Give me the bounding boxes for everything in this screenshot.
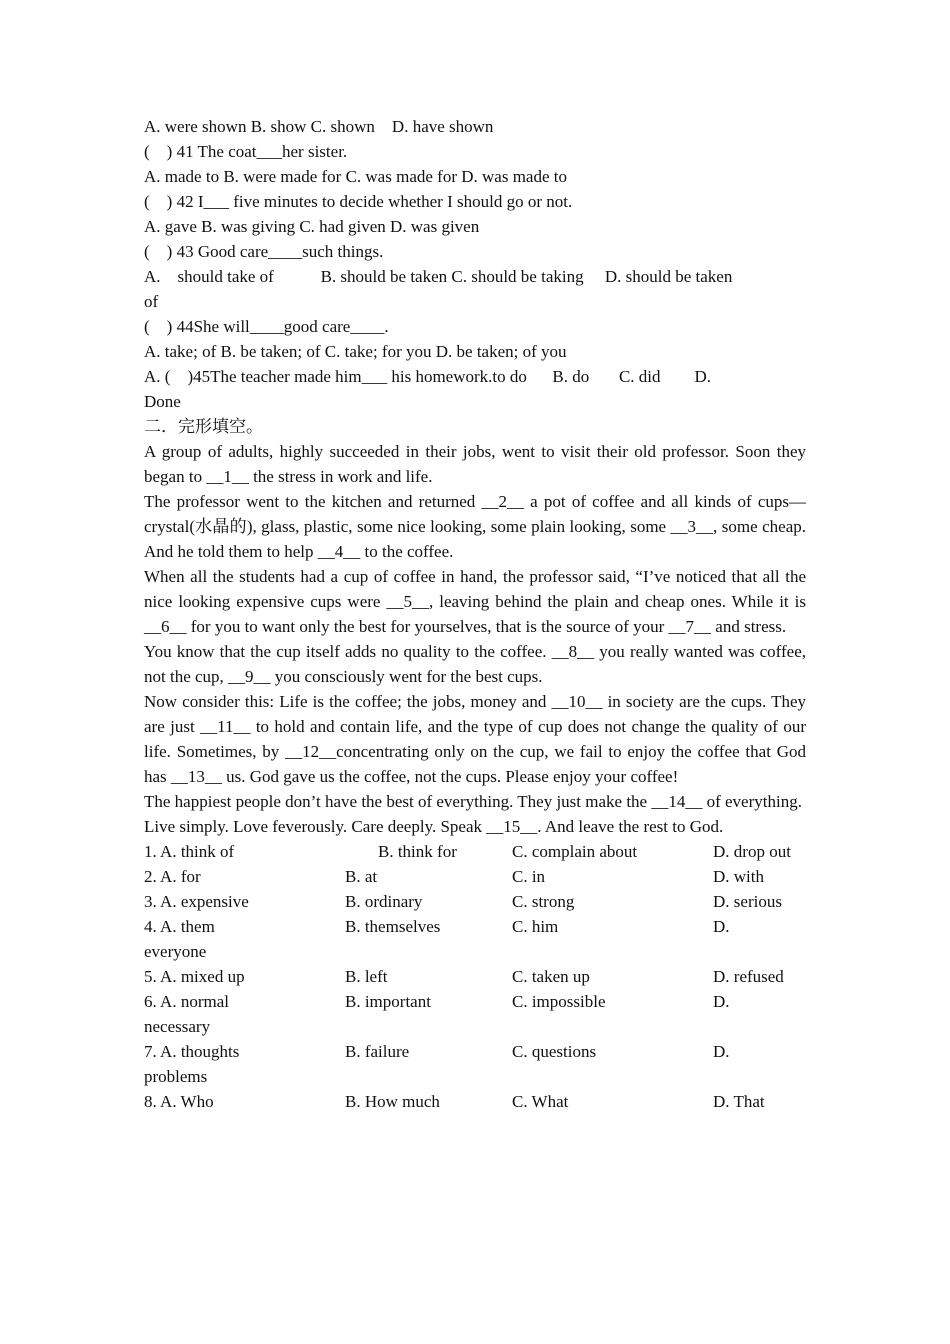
option-d: D. refused	[713, 967, 784, 986]
option-row	[144, 914, 806, 939]
option-d: D. That	[713, 1092, 765, 1111]
passage-paragraph: Now consider this: Life is the coffee; the jobs, money and __10__ in society are the cups. They are just __11__ to hold and contain life, and the type of cup does not change the quality of our life. Sometimes, by __12__concentrating only on the cup, we fail to enjoy the coffee that God has __13__ us. God gave us the coffee, not the cups. Please enjoy your coffee!	[144, 692, 806, 786]
question-line: A. made to B. were made for C. was made for D. was made to	[144, 167, 567, 186]
option-row	[144, 1089, 806, 1114]
option-c: C. complain about	[512, 842, 638, 861]
option-b: B. themselves	[345, 917, 441, 936]
question-line: of	[144, 292, 159, 311]
option-d: D. serious	[713, 892, 782, 911]
option-d: D.	[713, 992, 730, 1011]
passage-paragraph: The happiest people don’t have the best of everything. They just make the __14__ of everything.	[144, 792, 802, 811]
option-b: B. failure	[345, 1042, 410, 1061]
question-line: A. were shown B. show C. shown D. have shown	[144, 117, 494, 136]
option-d: D. with	[713, 867, 764, 886]
document-content	[144, 114, 806, 1114]
option-d: D.	[713, 917, 730, 936]
question-line: Done	[144, 392, 181, 411]
option-b: B. left	[345, 967, 388, 986]
option-c: C. questions	[512, 1042, 597, 1061]
option-row	[144, 1039, 806, 1064]
passage-paragraph: You know that the cup itself adds no quality to the coffee. __8__ you really wanted was coffee, not the cup, __9__ you consciously went for the best cups.	[144, 642, 806, 686]
question-line: ( ) 44She will____good care____.	[144, 317, 389, 336]
option-row	[144, 839, 806, 864]
option-row	[144, 989, 806, 1014]
option-b: B. think for	[378, 842, 457, 861]
option-wrap: everyone	[144, 942, 207, 961]
option-c: C. impossible	[512, 992, 606, 1011]
option-a: 2. A. for	[144, 867, 201, 886]
option-wrap: problems	[144, 1067, 208, 1086]
section-title: 二．完形填空。	[144, 417, 263, 436]
option-b: B. ordinary	[345, 892, 423, 911]
option-d: D. drop out	[713, 842, 791, 861]
question-line: A. should take of B. should be taken C. should be taking D. should be taken	[144, 267, 733, 286]
passage-paragraph: The professor went to the kitchen and returned __2__ a pot of coffee and all kinds of cups—crystal(水晶的), glass, plastic, some nice looking, some plain looking, some __3__, some cheap. And he told them to help __4__ to the coffee.	[144, 492, 806, 561]
option-a: 4. A. them	[144, 917, 215, 936]
question-line: A. take; of B. be taken; of C. take; for you D. be taken; of you	[144, 342, 567, 361]
question-line: A. ( )45The teacher made him___ his homework.to do B. do C. did D.	[144, 367, 712, 386]
options-table	[144, 839, 806, 1114]
option-row	[144, 864, 806, 889]
option-a: 5. A. mixed up	[144, 967, 245, 986]
option-c: C. taken up	[512, 967, 590, 986]
passage-paragraph: Live simply. Love feverously. Care deeply. Speak __15__. And leave the rest to God.	[144, 817, 724, 836]
question-line: A. gave B. was giving C. had given D. was given	[144, 217, 480, 236]
option-b: B. important	[345, 992, 431, 1011]
option-d: D.	[713, 1042, 730, 1061]
option-row	[144, 889, 806, 914]
question-line: ( ) 42 I___ five minutes to decide whether I should go or not.	[144, 192, 573, 211]
option-c: C. him	[512, 917, 559, 936]
option-b: B. How much	[345, 1092, 440, 1111]
option-c: C. in	[512, 867, 546, 886]
option-row	[144, 964, 806, 989]
option-a: 1. A. think of	[144, 842, 235, 861]
question-line: ( ) 43 Good care____such things.	[144, 242, 384, 261]
option-wrap: necessary	[144, 1017, 211, 1036]
option-c: C. strong	[512, 892, 575, 911]
option-a: 8. A. Who	[144, 1092, 214, 1111]
option-c: C. What	[512, 1092, 569, 1111]
passage-paragraph: A group of adults, highly succeeded in their jobs, went to visit their old professor. Soon they began to __1__ the stress in work and life.	[144, 442, 806, 486]
option-a: 7. A. thoughts	[144, 1042, 240, 1061]
question-line: ( ) 41 The coat___her sister.	[144, 142, 348, 161]
option-a: 6. A. normal	[144, 992, 229, 1011]
option-b: B. at	[345, 867, 378, 886]
passage-paragraph: When all the students had a cup of coffee in hand, the professor said, “I’ve noticed that all the nice looking expensive cups were __5__, leaving behind the plain and cheap ones. While it is __6__ for you to want only the best for yourselves, that is the source of your __7__ and stress.	[144, 567, 806, 636]
option-a: 3. A. expensive	[144, 892, 249, 911]
